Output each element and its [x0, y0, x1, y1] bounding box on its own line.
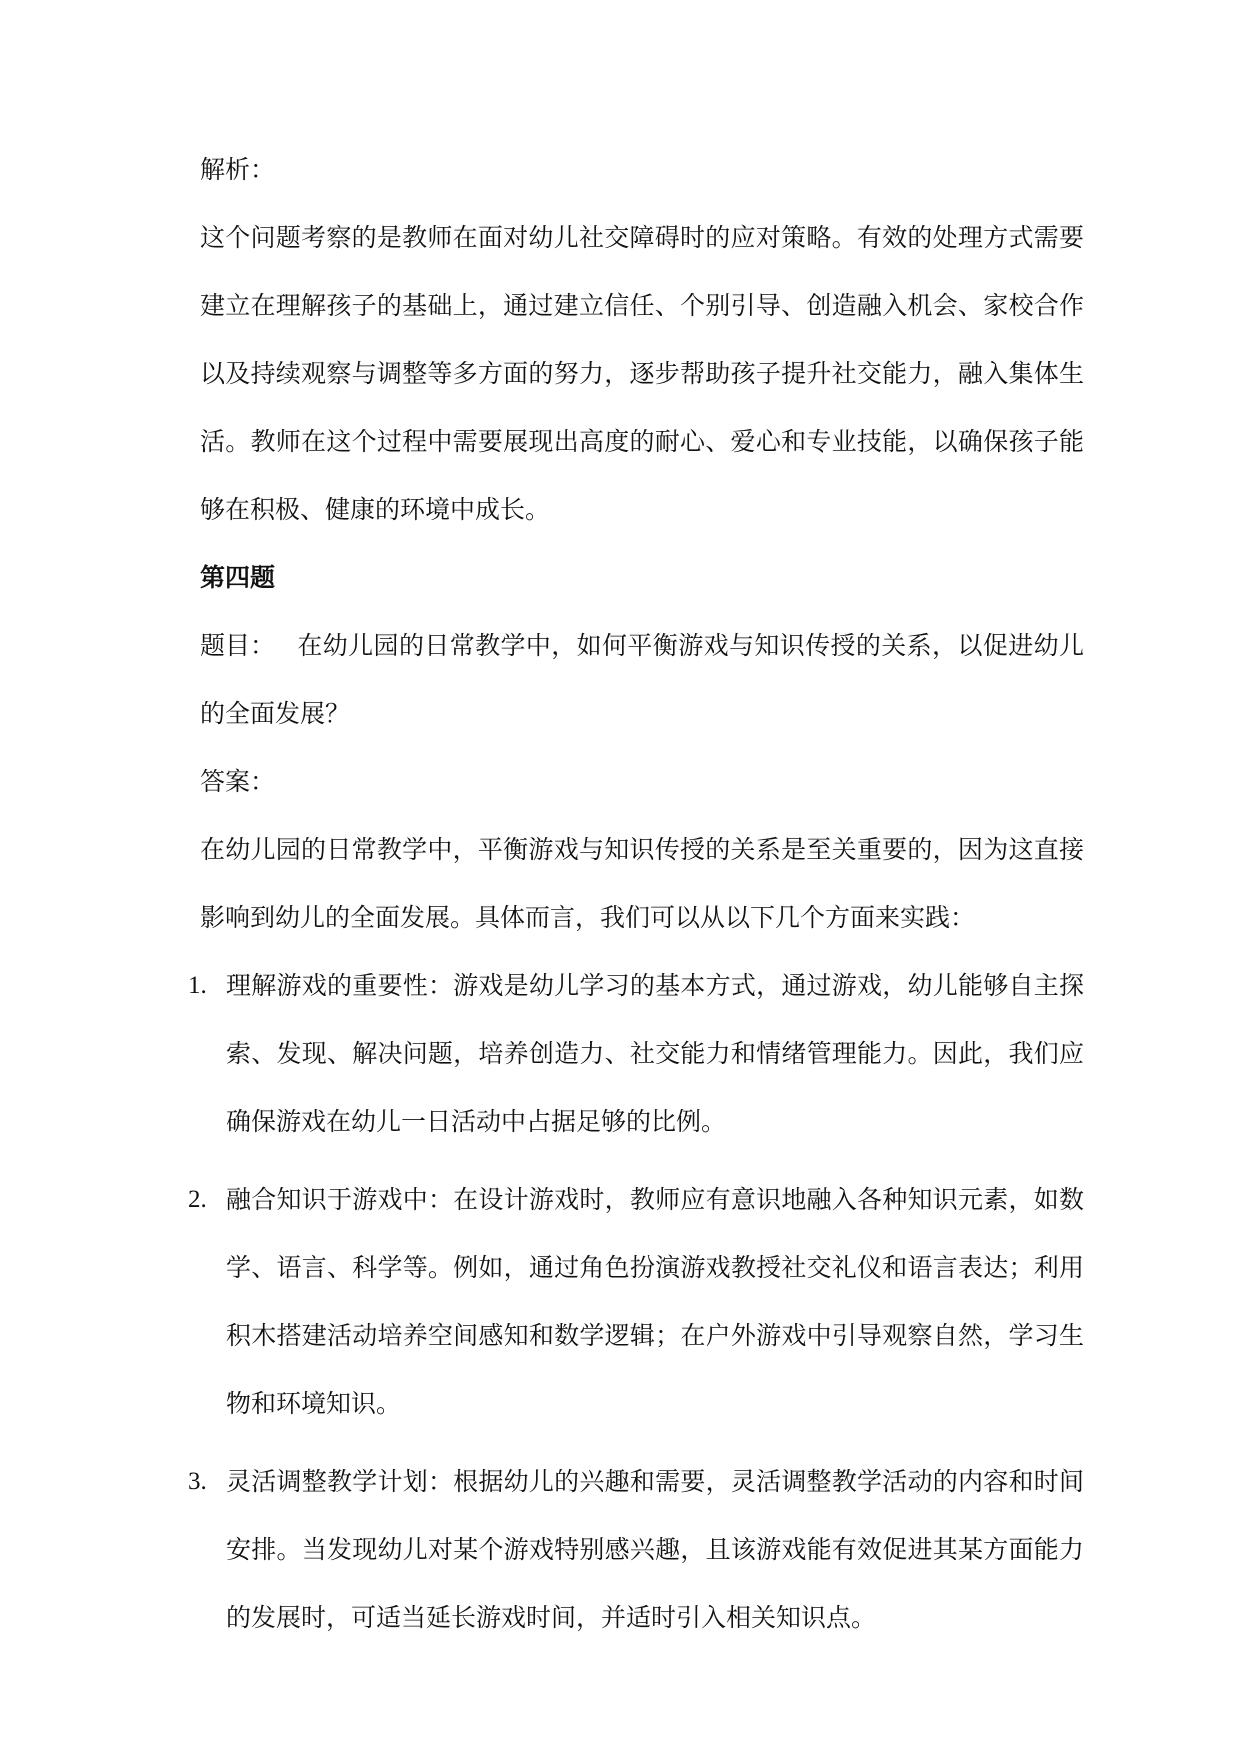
list-item-body: ：游戏是幼儿学习的基本方式，通过游戏，幼儿能够自主探索、发现、解决问题，培养创造力、社交能力和情绪管理能力。因此，我们应确保游戏在幼儿一日活动中占据足够的比例。	[226, 971, 1084, 1136]
list-item	[188, 952, 1084, 1156]
list-item-lead: 融合知识于游戏中	[226, 1185, 428, 1214]
analysis-label: 解析：	[200, 155, 276, 184]
list-item-text	[226, 1448, 1084, 1652]
list-item-text	[226, 1166, 1084, 1438]
list-item	[188, 1166, 1084, 1438]
document-body	[188, 136, 1084, 1662]
list-item-text	[226, 952, 1084, 1156]
list-item-body: ：在设计游戏时，教师应有意识地融入各种知识元素，如数学、语言、科学等。例如，通过角色扮演游戏教授社交礼仪和语言表达；利用积木搭建活动培养空间感知和数学逻辑；在户外游戏中引导观察自然，学习生物和环境知识。	[226, 1185, 1084, 1418]
analysis-paragraph: 这个问题考察的是教师在面对幼儿社交障碍时的应对策略。有效的处理方式需要建立在理解孩子的基础上，通过建立信任、个别引导、创造融入机会、家校合作以及持续观察与调整等多方面的努力，逐步帮助孩子提升社交能力，融入集体生活。教师在这个过程中需要展现出高度的耐心、爱心和专业技能，以确保孩子能够在积极、健康的环境中成长。	[200, 223, 1084, 524]
list-item-lead: 理解游戏的重要性	[226, 971, 428, 1000]
question-paragraph	[200, 612, 1084, 748]
answer-list	[188, 952, 1084, 1652]
answer-label: 答案：	[200, 767, 276, 796]
question-text: 在幼儿园的日常教学中，如何平衡游戏与知识传授的关系，以促进幼儿的全面发展？	[200, 631, 1084, 728]
section-heading: 第四题	[200, 563, 276, 592]
list-item-lead: 灵活调整教学计划	[226, 1467, 428, 1496]
answer-intro-paragraph: 在幼儿园的日常教学中，平衡游戏与知识传授的关系是至关重要的，因为这直接影响到幼儿的全面发展。具体而言，我们可以从以下几个方面来实践：	[200, 835, 1084, 932]
list-item-number: 3.	[188, 1468, 207, 1495]
list-item	[188, 1448, 1084, 1652]
list-item-number: 2.	[188, 1186, 207, 1213]
list-item-number: 1.	[188, 972, 207, 999]
list-item-body: ：根据幼儿的兴趣和需要，灵活调整教学活动的内容和时间安排。当发现幼儿对某个游戏特别感兴趣，且该游戏能有效促进其某方面能力的发展时，可适当延长游戏时间，并适时引入相关知识点。	[226, 1467, 1084, 1632]
question-label: 题目：	[200, 631, 276, 660]
